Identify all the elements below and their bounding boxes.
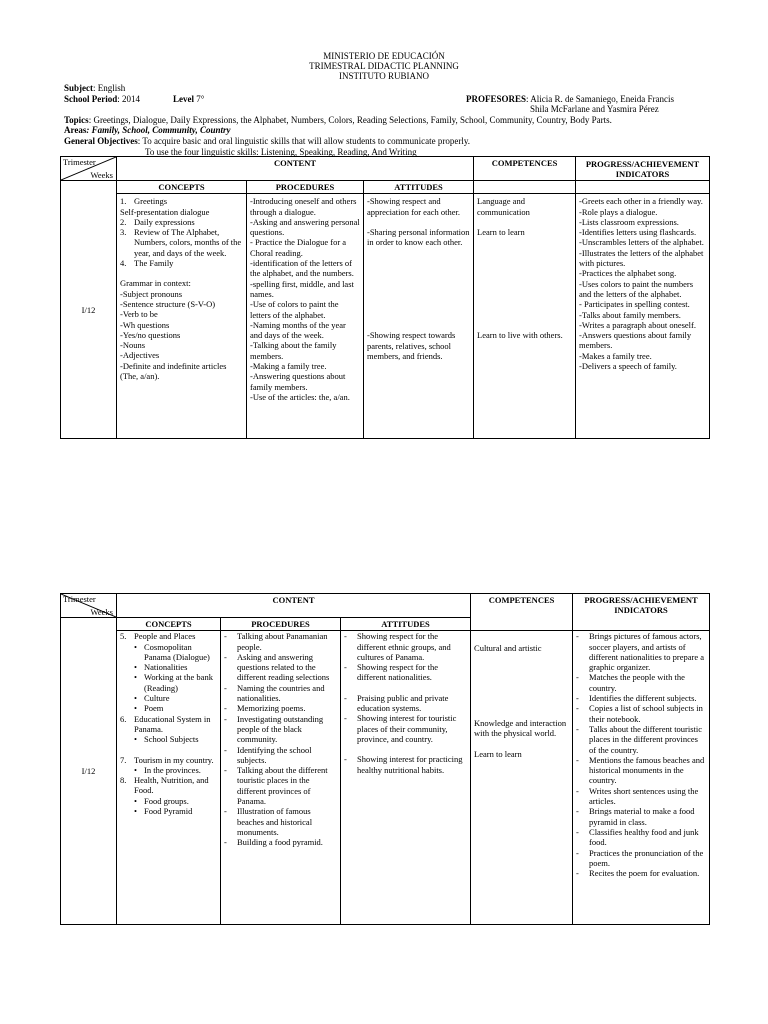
competence-item: Knowledge and interaction with the physical world. — [474, 717, 567, 738]
concept-item — [120, 258, 243, 268]
trimester-weeks-header: Trimester Weeks — [61, 594, 117, 618]
grammar-item: -Nouns — [120, 340, 146, 351]
attitude-item — [344, 631, 467, 662]
procedure-item: -Naming months of the year and days of the week. — [250, 319, 346, 341]
procedures-header: PROCEDURES — [221, 618, 341, 631]
planning-table-1 — [60, 156, 710, 439]
concept-text: Tourism in my country. — [134, 754, 214, 765]
dash-icon: - — [576, 806, 579, 817]
competence-item: Learn to learn — [474, 749, 522, 760]
procedure-item-text: Investigating outstanding people of the black community. — [237, 713, 324, 745]
concept-subitem — [120, 796, 217, 806]
concept-subitem — [120, 703, 217, 713]
grammar-item: Grammar in context: — [120, 278, 191, 289]
indicator-item: - Participates in spelling contest. — [579, 299, 690, 310]
dash-icon: - — [224, 806, 227, 817]
indicator-item-text: Brings pictures of famous actors, soccer players, and artists of different nationalities to prepare a graphic organizer. — [589, 631, 705, 673]
grammar-item: -Adjectives — [120, 350, 160, 361]
indicator-item: -Delivers a speech of family. — [579, 361, 677, 372]
indicator-item: -Answers questions about family members. — [579, 330, 692, 351]
procedure-item — [224, 683, 337, 704]
dash-icon: - — [576, 703, 579, 714]
objectives-line: General Objectives: To acquire basic and oral linguistic skills that will allow students to communicate properly. — [64, 136, 471, 146]
dash-icon: - — [576, 785, 579, 796]
profesores-line: PROFESORES: Alicia R. de Samaniego, Eneida Francis — [466, 94, 674, 104]
indicator-item — [576, 703, 706, 724]
procedure-item — [224, 714, 337, 745]
grammar-item: -Yes/no questions — [120, 329, 181, 340]
procedure-item-text: Asking and answering questions related to the different reading selections — [237, 651, 330, 683]
trimester-weeks-header: Trimester Weeks — [61, 157, 117, 181]
concept-text: Health, Nutrition, and Food. — [134, 775, 209, 796]
concept-text: Food Pyramid — [144, 806, 193, 817]
concepts-cell — [117, 194, 247, 439]
concept-text: Daily expressions — [134, 216, 195, 227]
concept-text: Educational System in Panama. — [134, 713, 211, 734]
concept-text: Greetings — [134, 196, 168, 207]
concept-number: 1. — [120, 196, 127, 207]
concepts-header: CONCEPTS — [117, 181, 247, 194]
concepts-header: CONCEPTS — [117, 618, 221, 631]
procedures-cell — [221, 631, 341, 925]
trimester-cell: I/12 — [61, 181, 117, 439]
concept-number: 6. — [120, 713, 127, 724]
bullet-icon: • — [134, 693, 137, 704]
profesores-line-2: Shila McFarlane and Yasmira Pérez — [530, 104, 659, 114]
bullet-icon: • — [134, 662, 137, 673]
indicator-item-text: Mentions the famous beaches and historical monuments in the country. — [589, 754, 705, 786]
indicators-cell — [573, 631, 710, 925]
bullet-icon: • — [134, 641, 137, 652]
progress-header: PROGRESS/ACHIEVEMENT INDICATORS — [573, 594, 710, 631]
procedure-item: -Talking about the family members. — [250, 340, 337, 361]
procedure-item: -Asking and answering personal questions. — [250, 216, 360, 238]
dash-icon: - — [224, 631, 227, 642]
concept-text: Nationalities — [144, 662, 188, 673]
attitudes-header: ATTITUDES — [364, 181, 474, 194]
attitude-item — [344, 754, 467, 775]
concept-number: 8. — [120, 775, 127, 786]
procedure-item — [224, 745, 337, 766]
concept-text: Cosmopolitan Panama (Dialogue) — [144, 641, 210, 662]
indicator-item-text: Brings material to make a food pyramid in class. — [589, 806, 695, 827]
dash-icon: - — [576, 754, 579, 765]
concept-item — [120, 227, 243, 258]
procedure-item: - Practice the Dialogue for a Choral reading. — [250, 237, 347, 258]
indicator-item-text: Talks about the different touristic places in the different provinces of the country. — [589, 723, 703, 755]
indicator-item: -Makes a family tree. — [579, 350, 652, 361]
concept-text: Working at the bank (Reading) — [144, 672, 213, 693]
dash-icon: - — [576, 868, 579, 879]
attitude-item: -Showing respect and appreciation for each other. — [367, 196, 460, 217]
concept-subitem — [120, 693, 217, 703]
subject-line: Subject: English — [64, 83, 126, 93]
ministry-title: MINISTERIO DE EDUCACIÓN — [323, 51, 445, 61]
procedure-item — [224, 837, 337, 847]
indicator-item: -Unscrambles letters of the alphabet. — [579, 237, 704, 248]
concept-text: Self-presentation dialogue — [120, 206, 210, 217]
attitudes-cell — [341, 631, 471, 925]
indicator-item-text: Copies a list of school subjects in their notebook. — [589, 703, 703, 724]
procedure-item-text: Building a food pyramid. — [237, 837, 323, 848]
attitude-item — [344, 662, 467, 683]
dash-icon: - — [344, 754, 347, 765]
concept-number: 7. — [120, 754, 127, 765]
dash-icon: - — [576, 826, 579, 837]
dash-icon: - — [344, 631, 347, 642]
concept-text: Food groups. — [144, 795, 189, 806]
indicator-item: -Writes a paragraph about oneself. — [579, 319, 696, 330]
indicator-item — [576, 806, 706, 827]
attitude-item-text: Praising public and private education systems. — [357, 692, 449, 714]
concept-number: 2. — [120, 216, 127, 227]
objectives-line-2: To use the four linguistic skills: Listening, Speaking, Reading, And Writing — [145, 147, 417, 157]
indicator-item: -Lists classroom expressions. — [579, 216, 679, 227]
procedure-item: -Introducing oneself and others through a dialogue. — [250, 196, 357, 217]
competence-item: Learn to learn — [477, 226, 525, 237]
concept-text: Culture — [144, 693, 170, 704]
concept-item — [120, 196, 243, 206]
planning-table-2 — [60, 593, 710, 925]
indicator-item-text: Matches the people with the country. — [589, 672, 685, 693]
procedure-item — [224, 652, 337, 683]
concept-subitem — [120, 672, 217, 693]
grammar-item: -Definite and indefinite articles (The, a/an). — [120, 360, 227, 382]
procedure-item: -Answering questions about family members. — [250, 371, 346, 392]
planning-title: TRIMESTRAL DIDACTIC PLANNING — [309, 61, 459, 71]
competence-item: Learn to live with others. — [477, 330, 563, 341]
concept-text: Review of The Alphabet, Numbers, colors, months of the year, and days of the week. — [134, 227, 242, 258]
procedure-item — [224, 765, 337, 806]
procedure-item-text: Naming the countries and nationalities. — [237, 682, 325, 704]
indicator-item: -Illustrates the letters of the alphabet with pictures. — [579, 247, 704, 269]
dash-icon: - — [576, 672, 579, 683]
attitude-item-text: Showing respect for the different ethnic groups, and cultures of Panama. — [357, 631, 451, 662]
dash-icon: - — [224, 713, 227, 724]
dash-icon: - — [344, 662, 347, 673]
concept-text: In the provinces. — [144, 764, 201, 775]
concept-subitem — [120, 765, 217, 775]
attitude-item: -Sharing personal information in order to know each other. — [367, 226, 470, 248]
concept-number: 5. — [120, 631, 127, 642]
concept-subitem — [120, 642, 217, 663]
level-line: Level 7° — [173, 94, 205, 104]
dash-icon: - — [576, 693, 579, 704]
dash-icon: - — [224, 765, 227, 776]
indicator-item-text: Identifies the different subjects. — [589, 693, 697, 704]
dash-icon: - — [344, 713, 347, 724]
grammar-item: -Subject pronouns — [120, 288, 183, 299]
indicator-item — [576, 786, 706, 807]
indicator-item — [576, 827, 706, 848]
indicator-item — [576, 631, 706, 672]
progress-header: PROGRESS/ACHIEVEMENT INDICATORS — [576, 157, 710, 181]
dash-icon: - — [224, 703, 227, 714]
content-header: CONTENT — [117, 157, 474, 181]
dash-icon: - — [224, 682, 227, 693]
competences-cell — [471, 631, 573, 925]
procedure-item: -identification of the letters of the alphabet, and the numbers. — [250, 258, 354, 279]
procedure-item-text: Memorizing poems. — [237, 703, 306, 714]
concept-subitem — [120, 806, 217, 816]
concept-subitem — [120, 734, 217, 744]
period-line: School Period: 2014 — [64, 94, 141, 104]
concept-number: 4. — [120, 258, 127, 269]
indicator-item-text: Classifies healthy food and junk food. — [589, 826, 699, 848]
bullet-icon: • — [134, 703, 137, 714]
indicators-cell — [576, 194, 710, 439]
grammar-item: -Sentence structure (S-V-O) — [120, 298, 216, 309]
attitudes-cell — [364, 194, 474, 439]
indicator-item: -Uses colors to paint the numbers and the letters of the alphabet. — [579, 278, 694, 299]
attitude-item-text: Showing respect for the different nationalities. — [357, 662, 438, 683]
procedure-item: -Use of the articles: the, a/an. — [250, 391, 350, 402]
dash-icon: - — [344, 692, 347, 703]
progress-subheader — [576, 181, 710, 194]
dash-icon: - — [576, 631, 579, 642]
grammar-item: -Verb to be — [120, 309, 158, 320]
concept-item — [120, 217, 243, 227]
competences-cell — [474, 194, 576, 439]
content-header: CONTENT — [117, 594, 471, 618]
bullet-icon: • — [134, 795, 137, 806]
competence-item: Cultural and artistic — [474, 643, 542, 654]
concept-text: The Family — [134, 258, 174, 269]
indicator-item-text: Recites the poem for evaluation. — [589, 868, 700, 879]
procedures-header: PROCEDURES — [247, 181, 364, 194]
concept-item — [120, 207, 243, 217]
attitude-item-text: Showing interest for touristic places of their community, province, and country. — [357, 713, 457, 744]
indicator-item-text: Practices the pronunciation of the poem. — [589, 847, 704, 868]
bullet-icon: • — [134, 764, 137, 775]
procedure-item: -spelling first, middle, and last names. — [250, 278, 354, 299]
indicator-item — [576, 868, 706, 878]
indicator-item: -Practices the alphabet song. — [579, 268, 677, 279]
indicator-item — [576, 693, 706, 703]
areas-line: Areas: Family, School, Community, Country — [64, 125, 231, 135]
procedure-item: -Use of colors to paint the letters of the alphabet. — [250, 299, 339, 320]
concept-number: 3. — [120, 227, 127, 238]
indicator-item — [576, 672, 706, 693]
competence-item: Language and communication — [477, 196, 530, 217]
indicator-item — [576, 755, 706, 786]
bullet-icon: • — [134, 806, 137, 817]
concept-item — [120, 714, 217, 735]
procedure-item — [224, 631, 337, 652]
concept-text: School Subjects — [144, 734, 199, 745]
attitude-item: -Showing respect towards parents, relatives, school members, and friends. — [367, 330, 456, 362]
dash-icon: - — [576, 847, 579, 858]
concept-subitem — [120, 662, 217, 672]
competences-subheader — [474, 181, 576, 194]
concept-item — [120, 631, 217, 641]
concept-item — [120, 755, 217, 765]
dash-icon: - — [224, 651, 227, 662]
concept-text: Poem — [144, 703, 164, 714]
concept-item — [120, 775, 217, 796]
indicator-item: -Talks about family members. — [579, 309, 681, 320]
attitudes-header: ATTITUDES — [341, 618, 471, 631]
bullet-icon: • — [134, 734, 137, 745]
concepts-cell — [117, 631, 221, 925]
procedure-item — [224, 703, 337, 713]
dash-icon: - — [576, 723, 579, 734]
bullet-icon: • — [134, 672, 137, 683]
dash-icon: - — [224, 837, 227, 848]
competences-header: COMPETENCES — [471, 594, 573, 631]
procedure-item — [224, 806, 337, 837]
procedure-item: -Making a family tree. — [250, 361, 327, 372]
indicator-item-text: Writes short sentences using the articles. — [589, 785, 699, 807]
procedure-item-text: Talking about Panamanian people. — [237, 631, 328, 652]
indicator-item: -Greets each other in a friendly way. — [579, 196, 703, 207]
concept-text: People and Places — [134, 631, 196, 642]
procedure-item-text: Talking about the different touristic places in the different provinces of Panama. — [237, 765, 328, 807]
indicator-item — [576, 848, 706, 869]
indicator-item: -Role plays a dialogue. — [579, 206, 658, 217]
procedure-item-text: Illustration of famous beaches and historical monuments. — [237, 806, 313, 837]
institute-title: INSTITUTO RUBIANO — [338, 71, 430, 81]
dash-icon: - — [224, 744, 227, 755]
indicator-item: -Identifies letters using flashcards. — [579, 227, 697, 238]
grammar-item: -Wh questions — [120, 319, 170, 330]
procedure-item-text: Identifying the school subjects. — [237, 744, 312, 765]
competences-header: COMPETENCES — [474, 157, 576, 181]
indicator-item — [576, 724, 706, 755]
attitude-item-text: Showing interest for practicing healthy nutritional habits. — [357, 754, 463, 775]
attitude-item — [344, 693, 467, 714]
trimester-cell: I/12 — [61, 618, 117, 925]
attitude-item — [344, 713, 467, 744]
topics-line: Topics: Greetings, Dialogue, Daily Expressions, the Alphabet, Numbers, Colors, Reading Selections, Family, School, Community, Country, Body Parts. — [64, 115, 612, 125]
procedures-cell — [247, 194, 364, 439]
